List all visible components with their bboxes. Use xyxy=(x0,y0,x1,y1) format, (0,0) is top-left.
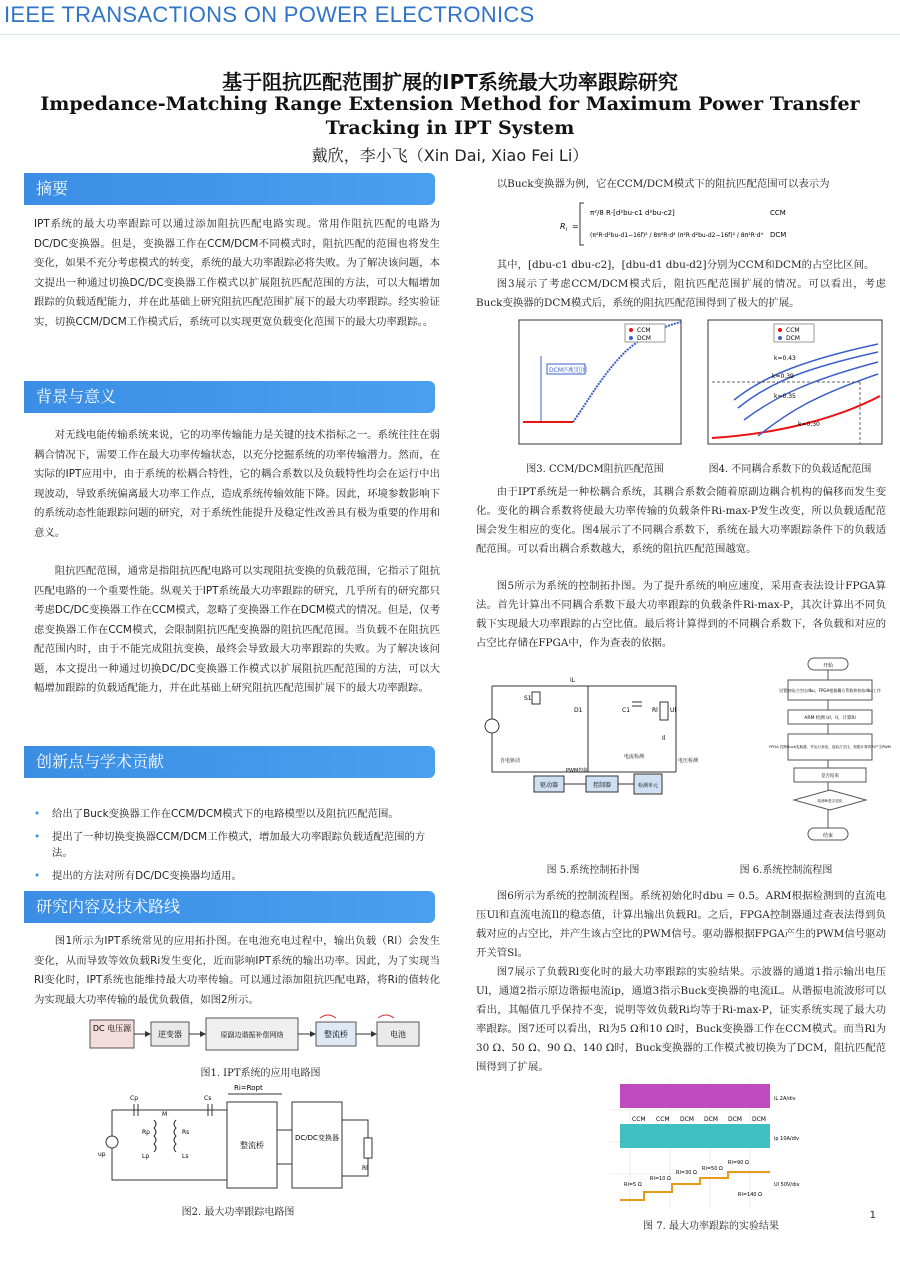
load-label: Rl=10 Ω xyxy=(650,1176,671,1182)
section-heading-background: 背景与意义 xyxy=(24,381,435,413)
svg-text:=: = xyxy=(572,222,579,231)
resistor-rl xyxy=(660,702,668,720)
load-label: Rl=90 Ω xyxy=(728,1160,749,1166)
load-label: Rl=140 Ω xyxy=(738,1192,763,1198)
load-label: Rl=50 Ω xyxy=(702,1166,723,1172)
figure-1-block-diagram xyxy=(88,1014,433,1054)
label-cs: Cs xyxy=(204,1095,212,1102)
label-up: up xyxy=(98,1151,106,1158)
k-label: k=0.35 xyxy=(774,393,796,400)
legend-ccm: CCM xyxy=(786,327,800,334)
ip-waveform xyxy=(620,1124,770,1148)
figure-4-chart xyxy=(694,316,886,454)
k-label: k=0.30 xyxy=(798,421,820,428)
mode-label: DCM xyxy=(680,1116,694,1123)
label-ul: Ul xyxy=(670,707,677,714)
mode-label: CCM xyxy=(656,1116,670,1123)
equation-impedance-range xyxy=(556,199,818,249)
mode-label: DCM xyxy=(728,1116,742,1123)
source-icon xyxy=(485,719,499,733)
load-label: Rl=5 Ω xyxy=(624,1182,642,1188)
journal-name: IEEE TRANSACTIONS ON POWER ELECTRONICS xyxy=(4,2,535,27)
svg-text:CCM: CCM xyxy=(770,209,786,217)
figure-2-caption: 图2. 最大功率跟踪电路图 xyxy=(181,1207,295,1218)
figure-5-caption: 图 5.系统控制拓扑图 xyxy=(546,865,640,876)
il-waveform xyxy=(620,1084,770,1108)
driver-label: 驱动器 xyxy=(539,782,559,789)
background-paragraph-2: 阻抗匹配范围，通常是指阻抗匹配电路可以实现阻抗变换的负载范围，它指示了阻抗匹配电路的一个重要性能。纵观关于IPT系统最大功率跟踪的研究，几乎所有的研究都只考虑DC/DC变换器工作在CCM模式，忽略了变换器工作在DCM模式的情况。但是，仅考虑变换器工作在CCM模式，会限制阻抗匹配变换器的阻抗匹配范围。当负载不在阻抗匹配范围内时，由于不能完成阻抗变换，最终会导致最大功率跟踪的失败。为了解决该问题，本文提出一种通过切换DC/DC变换器工作模式以扩展阻抗匹配范围的方法，可以大幅增加跟踪的负载适配能力，并在此基础上研究阻抗匹配范围扩展下的最大功率跟踪。 xyxy=(34,565,440,694)
block-label: 原副边谐振补偿网络 xyxy=(220,1031,284,1039)
controller-label: 控制器 xyxy=(592,782,612,789)
figure-1-caption: 图1. IPT系统的应用电路图 xyxy=(200,1068,321,1079)
mode-label: DCM xyxy=(704,1116,718,1123)
label-il: iL xyxy=(570,677,576,684)
contribution-list xyxy=(34,806,444,891)
label-cp: Cp xyxy=(130,1095,138,1102)
rectifier-label: 整流桥 xyxy=(240,1141,264,1150)
figure-7-caption: 图 7. 最大功率跟踪的实验结果 xyxy=(643,1221,779,1232)
detection-label: 检测单元 xyxy=(637,783,659,789)
svg-text:i: i xyxy=(566,227,568,233)
scale-label: ip 10A/div xyxy=(774,1136,800,1142)
block-label: DC 电压源 xyxy=(92,1024,132,1033)
flow-step: 开始 xyxy=(822,663,834,669)
k-label: k=0.39 xyxy=(772,373,794,380)
mode-label: DCM xyxy=(752,1116,766,1123)
figure-3-caption: 图3. CCM/DCM阻抗匹配范围 xyxy=(526,464,664,475)
figure-5-topology xyxy=(476,666,704,798)
label-il-out: Il xyxy=(662,735,666,742)
svg-text:π²/8 R·[d²bu-c1 d²bu-c2]: π²/8 R·[d²bu-c1 d²bu-c2] xyxy=(590,209,675,217)
label-ri-ropt: Ri=Ropt xyxy=(234,1084,263,1092)
right-paragraph-0: 以Buck变换器为例，它在CCM/DCM模式下的阻抗匹配范围可以表示为 xyxy=(496,178,830,190)
right-paragraph-3: 由于IPT系统是一种松耦合系统，其耦合系数会随着原副边耦合机构的偏移而发生变化。变化的耦合系数将使最大功率传输的负载条件Ri-max-P发生改变，所以负载适配范围会发生相应的变化。图4展示了不同耦合系数下，系统在最大功率跟踪条件下的负载适配范围。可以看出耦合系数越大，系统的阻抗匹配范围越宽。 xyxy=(476,486,886,555)
load-label: Rl=30 Ω xyxy=(676,1170,697,1176)
resistor-rl xyxy=(364,1138,372,1158)
research-paragraph-1: 图1所示为IPT系统常见的应用拓扑图。在电池充电过程中，输出负载（Rl）会发生变化，从而导致等效负载Ri发生变化，近而影响IPT系统的输出功率。因此，为了实现当Rl变化时，IPT系统也能维持最大功率传输。可以通过添加阻抗匹配电路，将Ri的值转化为实现最大功率传输的最优负载值，如图2所示。 xyxy=(34,935,440,1006)
flow-step: 检测Rl是否变化 xyxy=(817,799,843,803)
right-paragraph-2: 图3展示了考虑CCM/DCM模式后，阻抗匹配范围扩展的情况。可以看出，考虑Buck变换器的DCM模式后，系统的阻抗匹配范围得到了极大的扩展。 xyxy=(476,278,886,309)
page-number: 1 xyxy=(869,1210,876,1221)
legend-dcm: DCM xyxy=(637,335,651,342)
right-paragraph-1: 其中，[dbu-c1 dbu-c2]，[dbu-d1 dbu-d2]分别为CCM和DCM的占空比区间。 xyxy=(496,259,875,271)
authors: 戴欣，李小飞（Xin Dai, Xiao Fei Li） xyxy=(311,146,589,165)
figure-3-chart xyxy=(505,316,685,454)
current-detect-label: 电流检测 xyxy=(624,754,645,760)
pwm-label: PWM控制 xyxy=(566,768,589,774)
label-s1: S1 xyxy=(524,695,532,702)
label-lp: Lp xyxy=(142,1153,150,1160)
label-rl: Rl xyxy=(362,1165,368,1172)
voltage-detect-label: 电压检测 xyxy=(678,758,699,764)
legend-ccm: CCM xyxy=(637,327,651,334)
paper-title-english: Impedance-Matching Range Extension Method for Maximum Power Transfer Tracking in IPT System xyxy=(40,93,860,139)
block-label: 整流桥 xyxy=(324,1030,348,1039)
paper-title-chinese: 基于阻抗匹配范围扩展的IPT系统最大功率跟踪研究 xyxy=(222,70,678,94)
figure-4-caption: 图4. 不同耦合系数下的负载适配范围 xyxy=(708,464,872,475)
header-divider xyxy=(0,34,900,35)
figure-7-oscilloscope xyxy=(610,1078,812,1208)
abstract-text: IPT系统的最大功率跟踪可以通过添加阻抗匹配电路实现。常用作阻抗匹配的电路为DC/DC变换器。但是，变换器工作在CCM/DCM不同模式时，阻抗匹配的范围也将发生变化，如果不充分考虑模式的转变，系统的最大功率跟踪必将失败。为了解决该问题，本文提出一种通过切换DC/DC变换器工作模式以扩展阻抗匹配范围的方法，可以大幅增加跟踪的负载适配能力，并在此基础上研究阻抗匹配范围扩展下的最大功率跟踪。经实验证实，切换CCM/DCM工作模式后，系统可以实现更宽负载变化范围下的最大功率跟踪。。 xyxy=(34,218,440,328)
contribution-item: • 提出的方法对所有DC/DC变换器均适用。 xyxy=(34,868,444,884)
mode-label: CCM xyxy=(632,1116,646,1123)
label-d1: D1 xyxy=(574,707,583,714)
svg-text:DCM: DCM xyxy=(770,231,787,239)
right-paragraph-4: 图5所示为系统的控制拓扑图。为了提升系统的响应速度，采用查表法设计FPGA算法。首先计算出不同耦合系数下最大功率跟踪的负载条件Ri-max-P，其次计算出不同负载下实现最大功率跟踪的占空比值。最后将计算得到的不同耦合系数下，各负载和对应的占空比存储在FPGA中，作为查表的依据。 xyxy=(476,580,886,649)
scale-label: Ul 50V/div xyxy=(774,1182,800,1188)
switch-s1 xyxy=(532,692,540,704)
block-label: 电池 xyxy=(390,1030,406,1039)
flow-step: 结束 xyxy=(822,833,834,839)
legend-dcm: DCM xyxy=(786,335,800,342)
contribution-item: • 给出了Buck变换器工作在CCM/DCM模式下的电路模型以及阻抗匹配范围。 xyxy=(34,806,444,822)
flow-step: ARM 检测 Ul，Il，计算Rl xyxy=(804,716,856,721)
figure-6-caption: 图 6.系统控制流程图 xyxy=(739,865,833,876)
background-paragraph-1: 对无线电能传输系统来说，它的功率传输能力是关键的技术指标之一。系统往往在弱耦合情况下，需要工作在最大功率传输状态，以充分挖掘系统的功率传输潜力。然而，在实际的IPT应用中，由于系统的松耦合特性，它的耦合系数以及负载特性均会在运行中出现波动，导致系统偏离最大功率工作点，造成系统传输效能下降。因此，环境参数影响下的系统动态性能跟踪问题的研究，对于系统性能提升及稳定性改善具有极为重要的作用和意义。 xyxy=(34,429,440,539)
contribution-item: • 提出了一种切换变换器CCM/DCM工作模式，增加最大功率跟踪负载适配范围的方法。 xyxy=(34,829,444,861)
label-rl: Rl xyxy=(652,707,658,714)
dcdc-block xyxy=(292,1102,342,1188)
section-heading-contributions: 创新点与学术贡献 xyxy=(24,746,435,778)
label-rs: Rs xyxy=(182,1129,190,1136)
label-c1: C1 xyxy=(622,707,631,714)
block-label: 逆变器 xyxy=(158,1030,182,1039)
k-label: k=0.43 xyxy=(774,355,796,362)
right-paragraph-5: 图6所示为系统的控制流程图。系统初始化时dbu = 0.5。ARM根据检测到的直流电压Ul和直流电流Il的稳态值，计算出输出负载Rl。之后，FPGA控制器通过查表法得到负载对应的占空比，并产生该占空比的PWM信号。驱动器根据FPGA产生的PWM信号驱动开关管Sl。 xyxy=(476,890,886,959)
figure-6-flowchart xyxy=(769,656,891,846)
svg-text:R: R xyxy=(560,222,566,231)
label-ls: Ls xyxy=(182,1153,189,1160)
section-heading-research: 研究内容及技术路线 xyxy=(24,891,435,923)
drive-label: 自电驱动 xyxy=(500,758,521,764)
svg-text:(π²R·d²bu-d1−16f)² / 8π²R·d⁴: (π²R·d²bu-d1−16f)² / 8π²R·d⁴ (π²R·d²bu-d2−16f)² / 8π²R·d⁴ xyxy=(590,232,763,239)
annotation-dcm-range: DCM匹配范围 xyxy=(549,367,587,374)
flow-step: FPGA 控制Buck变换器，并运行查表，选取占空比，根据计算的Rl产生PWM xyxy=(769,745,891,749)
right-paragraph-6: 图7展示了负载Rl变化时的最大功率跟踪的实验结果。示波器的通道1指示输出电压Ul，通道2指示原边谐振电流ip，通道3指示Buck变换器的电流iL。从谐振电流波形可以看出，其幅值几乎保持不变，说明等效负载Ri均等于Ri-max-P，证实系统实现了最大功率跟踪。图7还可以看出，Rl为5 Ω和10 Ω时，Buck变换器工作在CCM模式。而当Rl为30 Ω、50 Ω、90 Ω、140 Ω时，Buck变换器的工作模式被切换为了DCM，阻抗匹配范围得到了扩展。 xyxy=(476,966,886,1073)
section-heading-abstract: 摘要 xyxy=(24,173,435,205)
label-rp: Rp xyxy=(142,1129,150,1136)
dcdc-label: DC/DC变换器 xyxy=(295,1134,339,1142)
flow-step: 设置初始占空比dbu，FPGA根据耦合系数和初始dbu工作 xyxy=(779,688,881,693)
scale-label: iL 2A/div xyxy=(774,1096,796,1102)
figure-2-circuit xyxy=(92,1080,382,1198)
label-m: M xyxy=(162,1111,168,1118)
ac-source-icon xyxy=(106,1136,118,1148)
flow-step: 是否结束 xyxy=(821,774,839,779)
